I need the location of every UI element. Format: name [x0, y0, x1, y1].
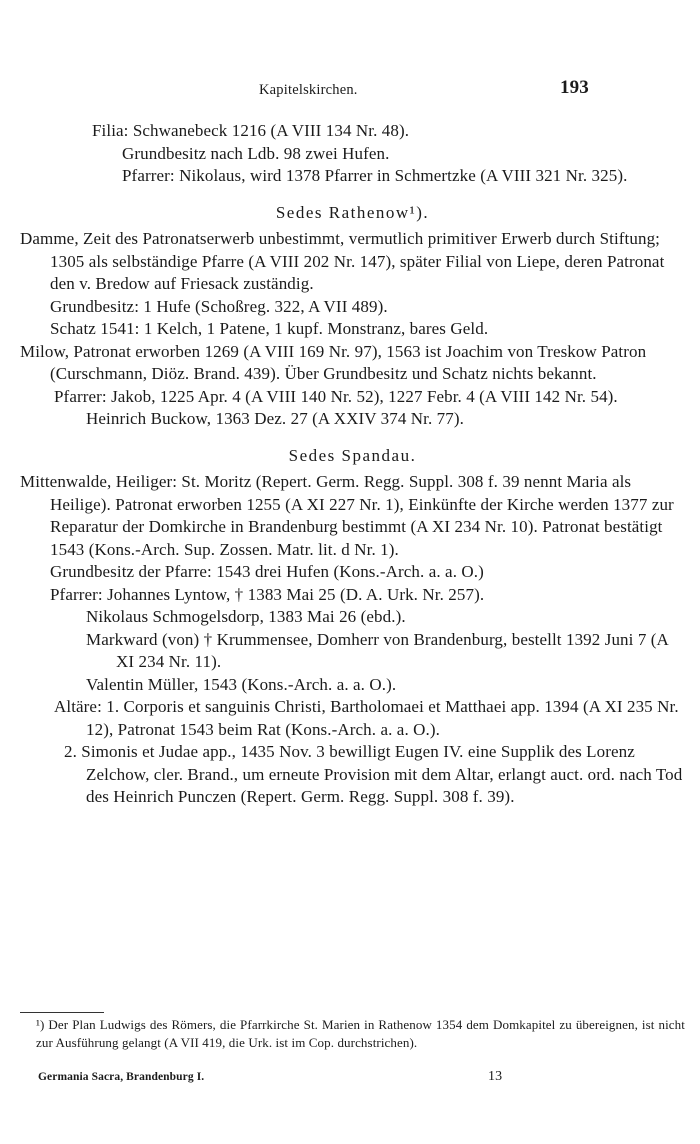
milow-pfarrer-2: Heinrich Buckow, 1363 Dez. 27 (A XXIV 374 Nr. 77).: [86, 409, 464, 428]
entry-milow: Milow, Patronat erworben 1269 (A VIII 169 Nr. 97), 1563 ist Joachim von Treskow Patron (Curschmann, Diöz. Brand. 439). Über Grundbesitz und Schatz nichts bekannt.: [20, 341, 647, 383]
entry-mittenwalde: Mittenwalde, Heiliger: St. Moritz (Repert. Germ. Regg. Suppl. 308 f. 39 nennt Maria als Heilige). Patronat erworben 1255 (A XI 227 Nr. 1), Einkünfte der Kirche werden 1377 zur Reparatur der Domkirche in Brandenburg bestimmt (A XI 234 Nr. 10). Patronat bestätigt 1543 (Kons.-Arch. Sup. Zossen. Matr. lit. d Nr. 1).: [20, 472, 674, 559]
section-heading-spandau: Sedes Spandau.: [288, 445, 417, 465]
damme-grundbesitz: Grundbesitz: 1 Hufe (Schoßreg. 322, A VII 489).: [50, 296, 388, 316]
mittenwalde-pfarrer-3: Markward (von) † Krummensee, Domherr von Brandenburg, bestellt 1392 Juni 7 (A XI 234 Nr. 11).: [86, 629, 668, 671]
running-title: Kapitelskirchen.: [259, 82, 358, 98]
damme-schatz: Schatz 1541: 1 Kelch, 1 Patene, 1 kupf. Monstranz, bares Geld.: [50, 319, 489, 338]
mittenwalde-pfarrer-4: Valentin Müller, 1543 (Kons.-Arch. a. a. O.).: [86, 674, 397, 694]
filia-pfarrer: Pfarrer: Nikolaus, wird 1378 Pfarrer in Schmertzke (A VIII 321 Nr. 325).: [122, 166, 628, 185]
filia-grundbesitz: Grundbesitz nach Ldb. 98 zwei Hufen.: [122, 143, 390, 163]
mittenwalde-pfarrer-2: Nikolaus Schmogelsdorp, 1383 Mai 26 (ebd.).: [86, 607, 406, 626]
mittenwalde-grundbesitz: Grundbesitz der Pfarre: 1543 drei Hufen (Kons.-Arch. a. a. O.): [50, 562, 484, 581]
mittenwalde-altare-2: 2. Simonis et Judae app., 1435 Nov. 3 bewilligt Eugen IV. eine Supplik des Lorenz Zelchow, cler. Brand., um erneute Provision mit dem Altar, erlangt auct. ord. nach Tod des Heinrich Punczen (Repert. Germ. Regg. Suppl. 308 f. 39).: [64, 742, 683, 806]
running-header: [0, 77, 700, 103]
page-number: 193: [560, 77, 589, 98]
mittenwalde-altare-1: Altäre: 1. Corporis et sanguinis Christi, Bartholomaei et Matthaei app. 1394 (A XI 235 Nr. 12), Patronat 1543 beim Rat (Kons.-Arch. a. a. O.).: [54, 697, 679, 739]
milow-pfarrer: Pfarrer: Jakob, 1225 Apr. 4 (A VIII 140 Nr. 52), 1227 Febr. 4 (A VIII 142 Nr. 54).: [54, 386, 618, 406]
footnote: [20, 1016, 685, 1052]
footnote-rule: [20, 1012, 104, 1013]
section-heading-rathenow: Sedes Rathenow¹).: [275, 202, 430, 222]
mittenwalde-pfarrer: Pfarrer: Johannes Lyntow, † 1383 Mai 25 (D. A. Urk. Nr. 257).: [50, 584, 485, 604]
footer-series: Germania Sacra, Brandenburg I.: [38, 1071, 205, 1083]
sheet-signature: 13: [488, 1069, 503, 1084]
filia-line: Filia: Schwanebeck 1216 (A VIII 134 Nr. 48).: [92, 121, 410, 140]
entry-damme: Damme, Zeit des Patronatserwerb unbestimmt, vermutlich primitiver Erwerb durch Stiftung; 1305 als selbständige Pfarre (A VIII 202 Nr. 147), später Filial von Liepe, deren Patronat den v. Bredow auf Friesack zuständig.: [20, 229, 665, 293]
signature-line: [38, 1066, 678, 1086]
main-text: [20, 120, 685, 809]
footnote-text: ¹) Der Plan Ludwigs des Römers, die Pfarrkirche St. Marien in Rathenow 1354 dem Domkapitel zu übereignen, ist nicht zur Ausführung gelangt (A VII 419, die Urk. ist im Cop. durchstrichen).: [36, 1017, 685, 1050]
